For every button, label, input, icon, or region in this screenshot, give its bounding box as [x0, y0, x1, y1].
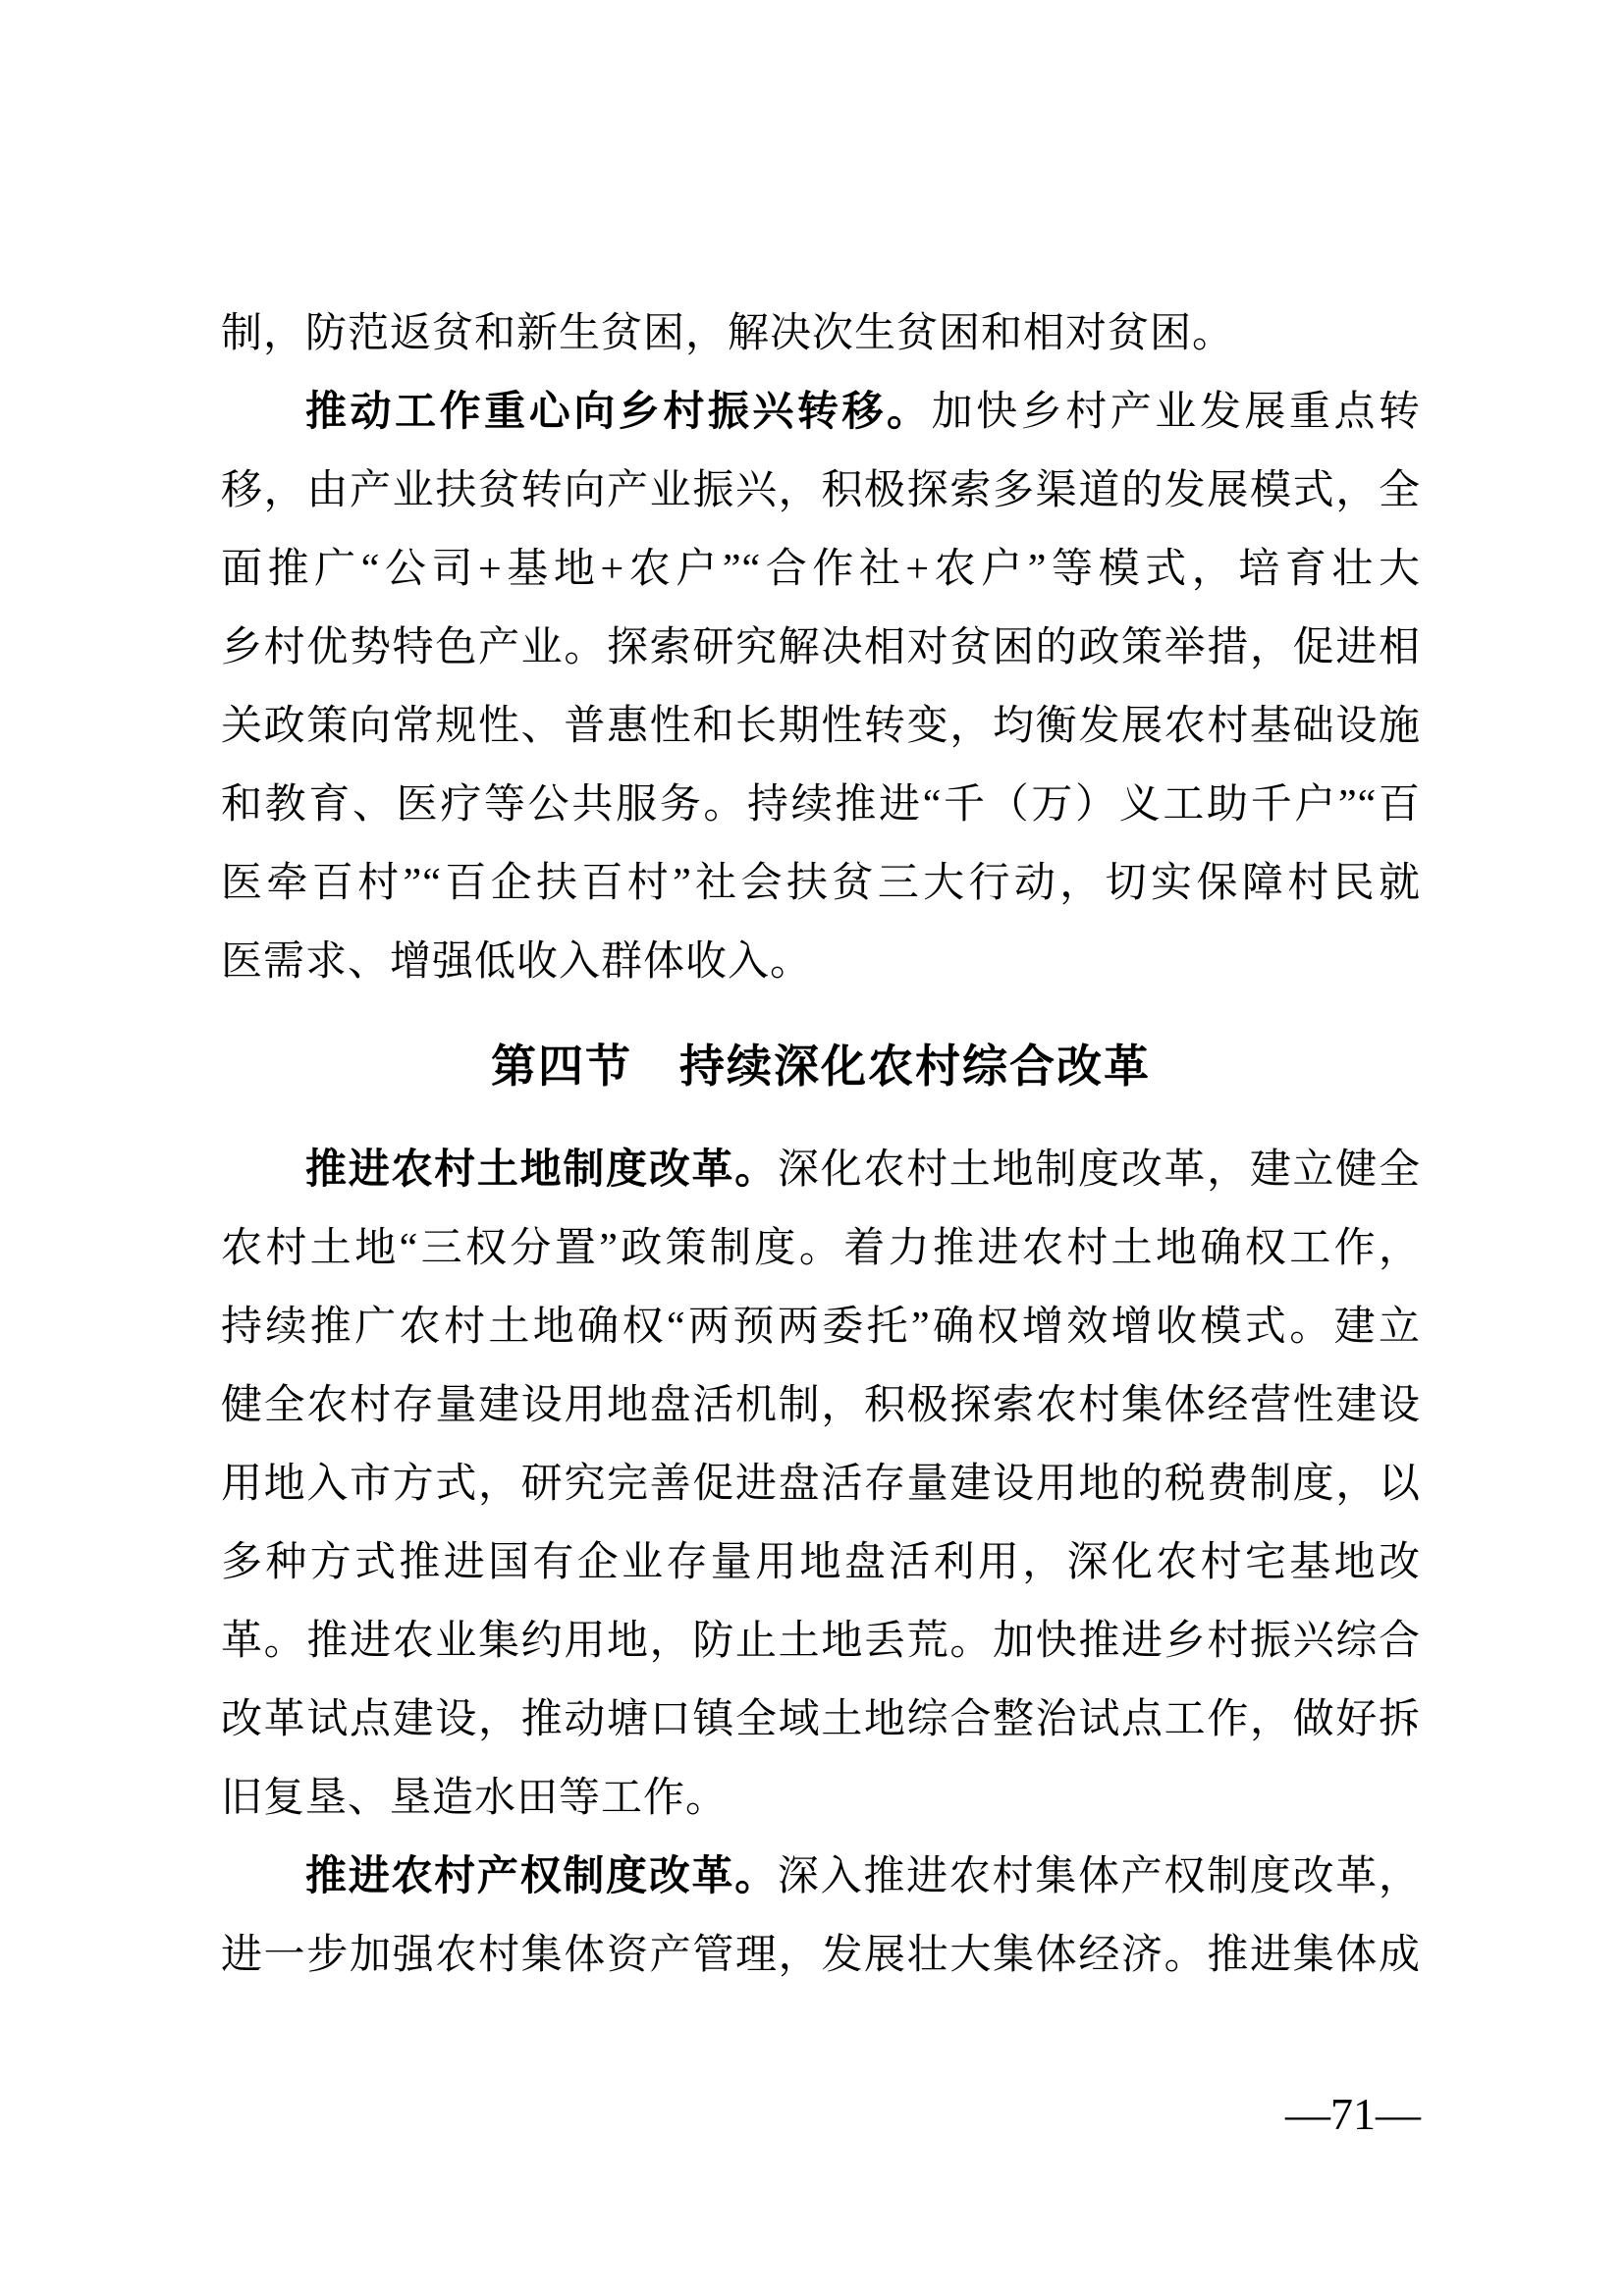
body-line [221, 1131, 1421, 1209]
line-text: 加快乡村产业发展重点转 [931, 390, 1421, 435]
body-line: 进一步加强农村集体资产管理，发展壮大集体经济。推进集体成 [221, 1933, 1421, 1978]
body-line: 用地入市方式，研究完善促进盘活存量建设用地的税费制度，以 [221, 1462, 1421, 1507]
body-line: 乡村优势特色产业。探索研究解决相对贫困的政策举措，促进相 [221, 625, 1421, 670]
text-block [221, 294, 1421, 1995]
body-line: 多种方式推进国有企业存量用地盘活利用，深化农村宅基地改 [221, 1540, 1421, 1585]
line-text: 深入推进农村集体产权制度改革， [777, 1854, 1421, 1899]
body-line: 改革试点建设，推动塘口镇全域土地综合整治试点工作，做好拆 [221, 1697, 1421, 1742]
paragraph-lead: 推进农村产权制度改革。 [305, 1854, 778, 1899]
body-line: 移，由产业扶贫转向产业振兴，积极探索多渠道的发展模式，全 [221, 468, 1421, 513]
line-text: 深化农村土地制度改革，建立健全 [777, 1148, 1421, 1193]
body-line: 旧复垦、垦造水田等工作。 [221, 1776, 729, 1821]
body-line [221, 1838, 1421, 1916]
body-line: 面推广“公司+基地+农户”“合作社+农户”等模式，培育壮大 [221, 547, 1421, 592]
paragraph-lead: 推进农村土地制度改革。 [305, 1148, 778, 1193]
body-line [221, 373, 1421, 452]
body-line: 持续推广农村土地确权“两预两委托”确权增效增收模式。建立 [221, 1305, 1421, 1350]
body-line: 医需求、增强低收入群体收入。 [221, 939, 813, 985]
body-line: 革。推进农业集约用地，防止土地丢荒。加快推进乡村振兴综合 [221, 1619, 1421, 1664]
page-number: —71— [1285, 2089, 1421, 2139]
body-line: 关政策向常规性、普惠性和长期性转变，均衡发展农村基础设施 [221, 704, 1421, 749]
body-line: 健全农村存量建设用地盘活机制，积极探索农村集体经营性建设 [221, 1383, 1421, 1428]
paragraph-lead: 推动工作重心向乡村振兴转移。 [305, 390, 932, 435]
body-line: 制，防范返贫和新生贫困，解决次生贫困和相对贫困。 [221, 311, 1235, 356]
section-heading: 第四节 持续深化农村综合改革 [491, 1041, 1151, 1092]
body-line: 医牵百村”“百企扶百村”社会扶贫三大行动，切实保障村民就 [221, 861, 1421, 906]
body-line: 和教育、医疗等公共服务。持续推进“千（万）义工助千户”“百 [221, 782, 1421, 828]
body-line: 农村土地“三权分置”政策制度。着力推进农村土地确权工作， [221, 1226, 1421, 1271]
